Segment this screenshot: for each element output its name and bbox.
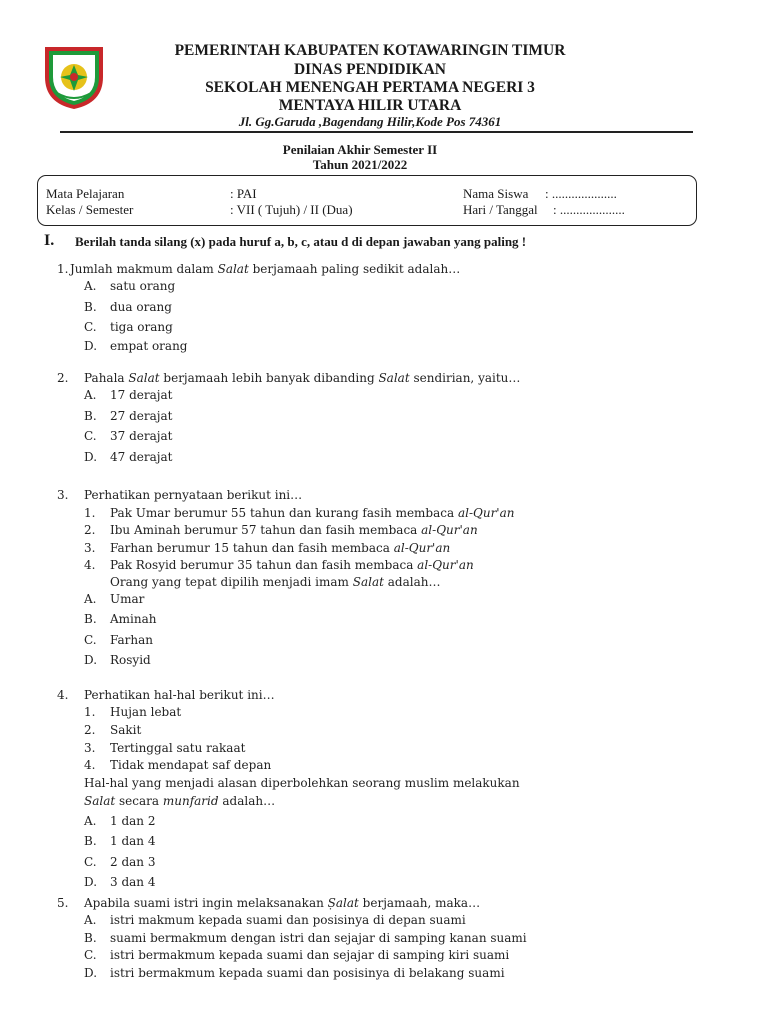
q3-item-number: 4. (84, 558, 96, 572)
q2-option-b-letter[interactable]: B. (84, 409, 97, 423)
q1-option-c-letter[interactable]: C. (84, 320, 97, 334)
question-4-prompt: Hal-hal yang menjadi alasan diperbolehkan seorang muslim melakukan (84, 776, 520, 790)
q4-option-a: 1 dan 2 (110, 814, 156, 828)
question-4-text: Perhatikan hal-hal berikut ini… (84, 688, 275, 702)
q5-option-d-letter[interactable]: D. (84, 966, 98, 980)
q3-item-number: 1. (84, 506, 96, 520)
q5-option-b: suami bermakmum dengan istri dan sejajar di samping kanan suami (110, 931, 527, 945)
subject-value: : PAI (230, 186, 257, 201)
student-name-field[interactable]: : .................... (545, 186, 617, 201)
header-school: SEKOLAH MENENGAH PERTAMA NEGERI 3 (205, 79, 535, 96)
q3-option-a-letter[interactable]: A. (84, 592, 97, 606)
question-5-number: 5. (57, 896, 69, 910)
class-label: Kelas / Semester (46, 202, 134, 217)
header-department: DINAS PENDIDIKAN (293, 61, 446, 78)
q4-item-2: Sakit (110, 723, 142, 737)
question-2-text: Pahala Salat berjamaah lebih banyak dibanding Salat sendirian, yaitu… (84, 371, 521, 385)
q4-item-3: Tertinggal satu rakaat (110, 741, 246, 755)
q2-option-b: 27 derajat (110, 409, 173, 423)
q1-option-c: tiga orang (110, 320, 173, 334)
q3-item-3: Farhan berumur 15 tahun dan fasih membaca al-Qur'an (110, 541, 451, 555)
q5-option-c-letter[interactable]: C. (84, 948, 97, 962)
q4-option-b-letter[interactable]: B. (84, 834, 97, 848)
q1-option-d: empat orang (110, 339, 188, 353)
question-3-number: 3. (57, 488, 69, 502)
q4-option-c: 2 dan 3 (110, 855, 156, 869)
q5-option-d: istri bermakmum kepada suami dan posisinya di belakang suami (110, 966, 505, 980)
question-1-text: Jumlah makmum dalam Salat berjamaah paling sedikit adalah… (70, 262, 461, 276)
q2-option-c-letter[interactable]: C. (84, 429, 97, 443)
student-name-label: Nama Siswa (463, 186, 529, 201)
class-value: : VII ( Tujuh) / II (Dua) (230, 202, 353, 217)
q3-item-number: 3. (84, 541, 96, 555)
q1-option-a: satu orang (110, 279, 176, 293)
q3-item-4: Pak Rosyid berumur 35 tahun dan fasih membaca al-Qur'an (110, 558, 474, 572)
q3-item-number: 2. (84, 523, 96, 537)
question-2-number: 2. (57, 371, 69, 385)
q4-item-number: 3. (84, 741, 96, 755)
q1-option-b: dua orang (110, 300, 172, 314)
q3-option-c: Farhan (110, 633, 154, 647)
q4-item-number: 2. (84, 723, 96, 737)
header-government: PEMERINTAH KABUPATEN KOTAWARINGIN TIMUR (174, 42, 566, 59)
q3-item-2: Ibu Aminah berumur 57 tahun dan fasih membaca al-Qur'an (110, 523, 478, 537)
section-number: I. (44, 232, 55, 249)
q3-option-a: Umar (110, 592, 145, 606)
q3-option-c-letter[interactable]: C. (84, 633, 97, 647)
q3-option-b: Aminah (110, 612, 157, 626)
exam-year: Tahun 2021/2022 (312, 157, 408, 172)
q4-item-number: 4. (84, 758, 96, 772)
q4-option-d-letter[interactable]: D. (84, 875, 98, 889)
q4-item-number: 1. (84, 705, 96, 719)
q5-option-b-letter[interactable]: B. (84, 931, 97, 945)
q2-option-d-letter[interactable]: D. (84, 450, 98, 464)
q1-option-d-letter[interactable]: D. (84, 339, 98, 353)
header-address: Jl. Gg.Garuda ,Bagendang Hilir,Kode Pos 74361 (238, 114, 502, 129)
header-location: MENTAYA HILIR UTARA (278, 97, 462, 114)
q3-option-b-letter[interactable]: B. (84, 612, 97, 626)
question-5-text: Apabila suami istri ingin melaksanakan Ṣalat berjamaah, maka… (84, 896, 481, 910)
q4-option-a-letter[interactable]: A. (84, 814, 97, 828)
q2-option-a: 17 derajat (110, 388, 173, 402)
question-3-text: Perhatikan pernyataan berikut ini… (84, 488, 303, 502)
q3-option-d: Rosyid (110, 653, 151, 667)
question-4-prompt-cont: Salat secara munfarid adalah… (84, 794, 276, 808)
q1-option-a-letter[interactable]: A. (84, 279, 97, 293)
q2-option-c: 37 derajat (110, 429, 173, 443)
q5-option-a-letter[interactable]: A. (84, 913, 97, 927)
q2-option-a-letter[interactable]: A. (84, 388, 97, 402)
q3-item-1: Pak Umar berumur 55 tahun dan kurang fasih membaca al-Qur'an (110, 506, 515, 520)
q5-option-a: istri makmum kepada suami dan posisinya di depan suami (110, 913, 466, 927)
question-3-prompt: Orang yang tepat dipilih menjadi imam Salat adalah… (110, 575, 441, 589)
date-field[interactable]: : .................... (553, 202, 625, 217)
header-divider (60, 131, 693, 133)
q2-option-d: 47 derajat (110, 450, 173, 464)
q4-item-1: Hujan lebat (110, 705, 182, 719)
exam-title: Penilaian Akhir Semester II (282, 142, 438, 157)
q4-option-d: 3 dan 4 (110, 875, 156, 889)
q1-option-b-letter[interactable]: B. (84, 300, 97, 314)
question-4-number: 4. (57, 688, 69, 702)
subject-label: Mata Pelajaran (46, 186, 125, 201)
section-instruction: Berilah tanda silang (x) pada huruf a, b, c, atau d di depan jawaban yang paling ! (75, 234, 527, 249)
q3-option-d-letter[interactable]: D. (84, 653, 98, 667)
q4-item-4: Tidak mendapat saf depan (110, 758, 272, 772)
q4-option-c-letter[interactable]: C. (84, 855, 97, 869)
date-label: Hari / Tanggal (463, 202, 538, 217)
question-1-number: 1. (57, 262, 69, 276)
q4-option-b: 1 dan 4 (110, 834, 156, 848)
q5-option-c: istri bermakmum kepada suami dan sejajar di samping kiri suami (110, 948, 510, 962)
regency-crest-icon (41, 43, 107, 111)
